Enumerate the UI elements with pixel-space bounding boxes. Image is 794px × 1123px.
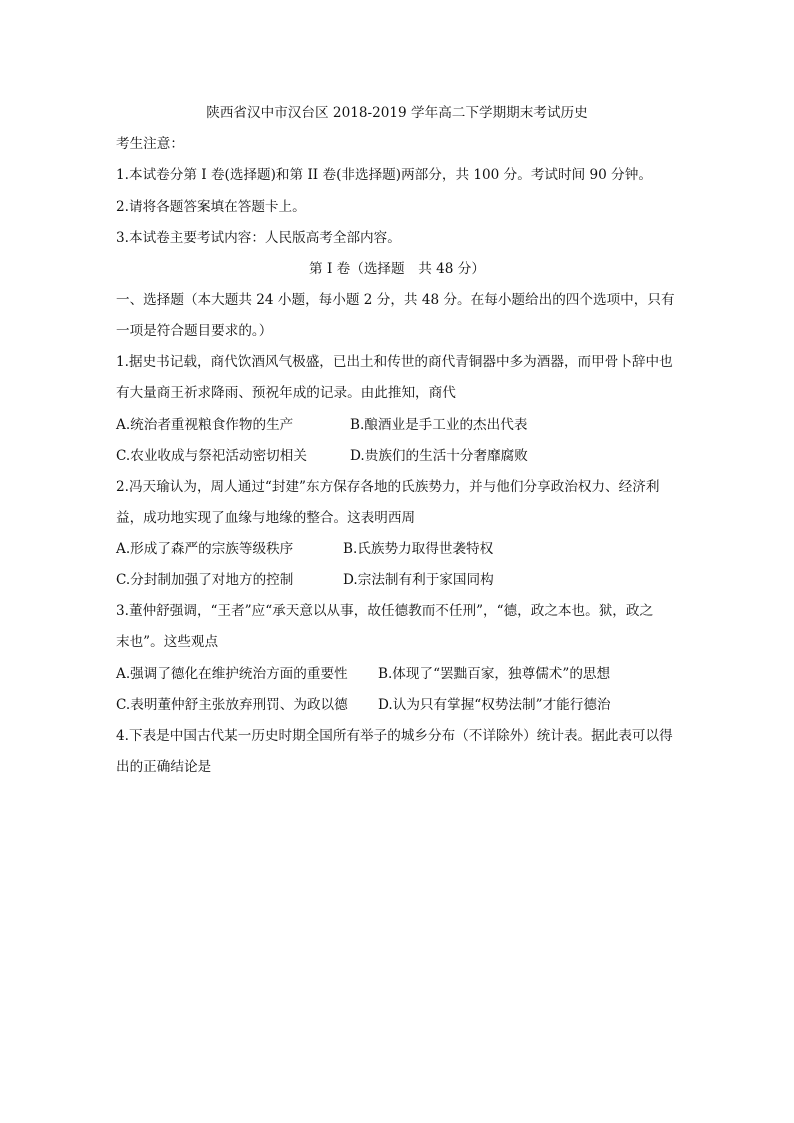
question-stem: 益，成功地实现了血缘与地缘的整合。这表明西周	[116, 510, 416, 526]
question-stem: 有大量商王祈求降雨、预祝年成的记录。由此推知，商代	[116, 385, 456, 401]
option-a: A.统治者重视粮食作物的生产	[116, 417, 294, 433]
notice-item: 1.本试卷分第 I 卷(选择题)和第 II 卷(非选择题)两部分，共 100 分。考试时间 90 分钟。	[116, 167, 652, 183]
question-stem: 4.下表是中国古代某一历史时期全国所有举子的城乡分布（不详除外）统计表。据此表可以得	[116, 728, 673, 744]
option-c: C.表明董仲舒主张放弃刑罚、为政以德	[116, 697, 348, 713]
question-stem: 出的正确结论是	[116, 759, 212, 775]
question-stem: 3.董仲舒强调，“王者”应“承天意以从事，故任德教而不任刑”，“德，政之本也。狱，政之	[116, 603, 654, 619]
option-c: C.农业收成与祭祀活动密切相关	[116, 448, 307, 464]
option-b: B.酿酒业是手工业的杰出代表	[350, 417, 528, 433]
exam-title: 陕西省汉中市汉台区 2018-2019 学年高二下学期期末考试历史	[206, 105, 588, 121]
section-instruction: 一项是符合题目要求的。）	[116, 323, 273, 339]
section-title: 第 I 卷（选择题 共 48 分）	[309, 261, 485, 277]
option-d: D.认为只有掌握“权势法制”才能行德治	[378, 697, 611, 713]
option-d: D.宗法制有利于家国同构	[343, 572, 494, 588]
notice-heading: 考生注意：	[116, 136, 184, 152]
section-instruction: 一、选择题（本大题共 24 小题，每小题 2 分，共 48 分。在每小题给出的四个选项中，只有	[116, 292, 675, 308]
option-a: A.形成了森严的宗族等级秩序	[116, 541, 294, 557]
question-stem: 2.冯天瑜认为，周人通过“封建”东方保存各地的氏族势力，并与他们分享政治权力、经济利	[116, 479, 660, 495]
notice-item: 2.请将各题答案填在答题卡上。	[116, 199, 306, 215]
question-stem: 末也”。这些观点	[116, 634, 219, 650]
question-stem: 1.据史书记载，商代饮酒风气极盛，已出土和传世的商代青铜器中多为酒器，而甲骨卜辞中也	[116, 354, 673, 370]
option-b: B.氏族势力取得世袭特权	[343, 541, 494, 557]
option-a: A.强调了德化在维护统治方面的重要性	[116, 666, 348, 682]
notice-item: 3.本试卷主要考试内容：人民版高考全部内容。	[116, 230, 401, 246]
option-b: B.体现了“罢黜百家，独尊儒术”的思想	[378, 666, 611, 682]
option-d: D.贵族们的生活十分奢靡腐败	[350, 448, 528, 464]
option-c: C.分封制加强了对地方的控制	[116, 572, 294, 588]
